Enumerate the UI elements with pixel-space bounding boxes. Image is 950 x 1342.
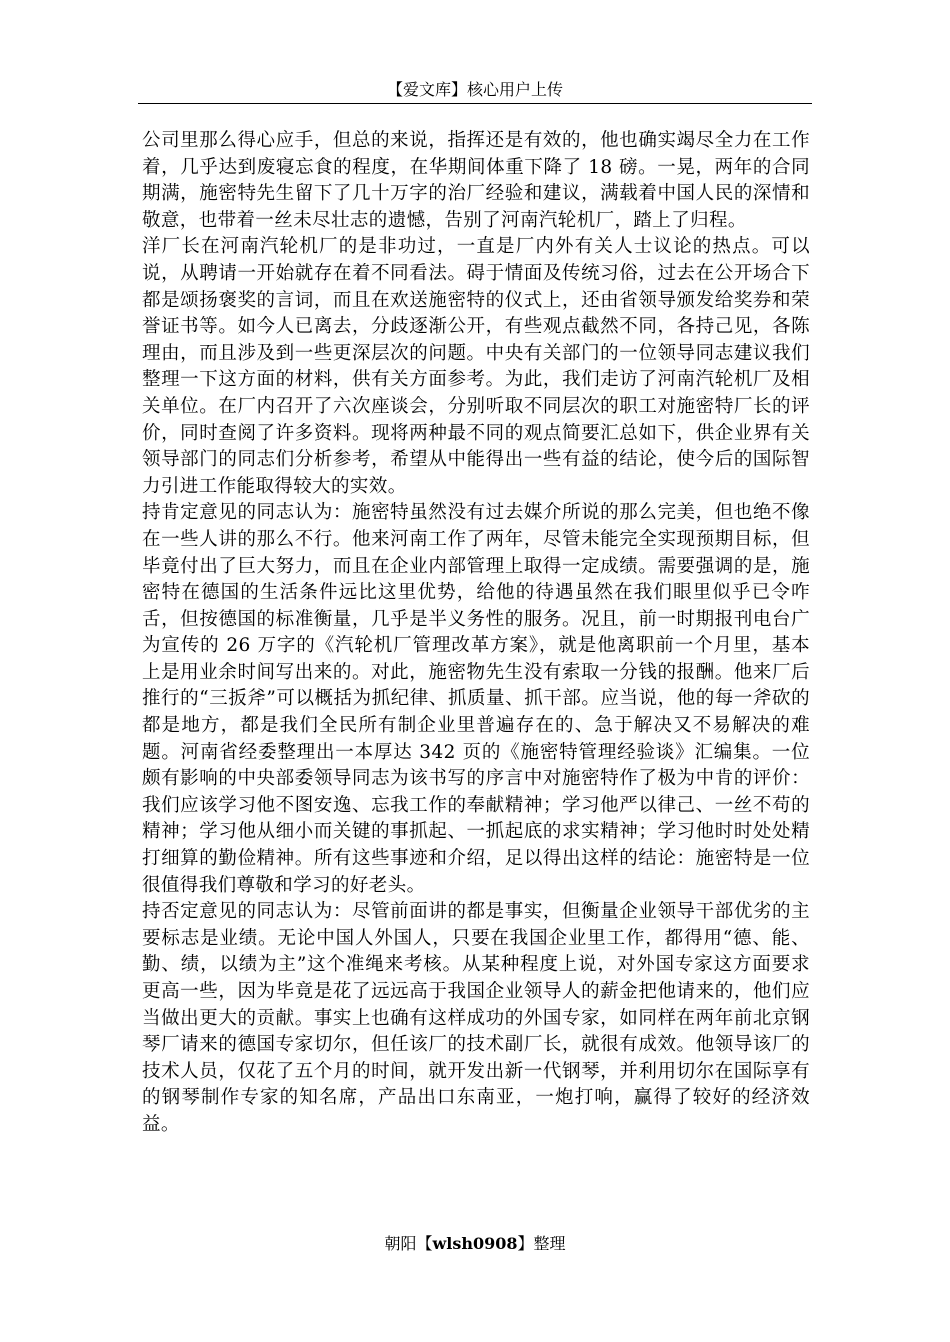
- paragraph-1: 公司里那么得心应手，但总的来说，指挥还是有效的，他也确实竭尽全力在工作着，几乎达到废寝忘食的程度，在华期间体重下降了 18 磅。一晃，两年的合同期满，施密特先生留下了几十万字的治厂经验和建议，满载着中国人民的深情和敬意，也带着一丝未尽壮志的遗憾，告别了河南汽轮机厂，踏上了归程。: [142, 130, 810, 231]
- page-header: 【爱文库】核心用户上传: [386, 80, 563, 99]
- body-text: [142, 128, 810, 1139]
- page-footer: [138, 1232, 812, 1256]
- footer-handle: wlsh0908: [432, 1234, 518, 1253]
- paragraph-3: 持肯定意见的同志认为：施密特虽然没有过去媒介所说的那么完美，但也绝不像在一些人讲的那么不行。他来河南工作了两年，尽管未能完全实现预期目标，但毕竟付出了巨大努力，而且在企业内部管理上取得一定成绩。需要强调的是，施密特在德国的生活条件远比这里优势，给他的待遇虽然在我们眼里似乎已令咋舌，但按德国的标准衡量，几乎是半义务性的服务。况且，前一时期报刊电台广为宣传的 26 万字的《汽轮机厂管理改革方案》，就是他离职前一个月里，基本上是用业余时间写出来的。对此，施密物先生没有索取一分钱的报酬。他来厂后推行的“三扳斧”可以概括为抓纪律、抓质量、抓干部。应当说，他的每一斧砍的都是地方，都是我们全民所有制企业里普遍存在的、急于解决又不易解决的难题。河南省经委整理出一本厚达 342 页的《施密特管理经验谈》汇编集。一位颇有影响的中央部委领导同志为该书写的序言中对施密特作了极为中肯的评价：我们应该学习他不图安逸、忘我工作的奉献精神；学习他严以律己、一丝不苟的精神；学习他从细小而关键的事抓起、一抓起底的求实精神；学习他时时处处精打细算的勤俭精神。所有这些事迹和介绍，足以得出这样的结论：施密特是一位很值得我们尊敬和学习的好老头。: [142, 502, 810, 896]
- paragraph-4: 持否定意见的同志认为：尽管前面讲的都是事实，但衡量企业领导干部优劣的主要标志是业绩。无论中国人外国人，只要在我国企业里工作，都得用“德、能、勤、绩，以绩为主”这个准绳来考核。从某种程度上说，对外国专家这方面要求更高一些，因为毕竟是花了远远高于我国企业领导人的薪金把他请来的，他们应当做出更大的贡献。事实上也确有这样成功的外国专家，如同样在两年前北京钢琴厂请来的德国专家切尔，但任该厂的技术副厂长，就很有成效。他领导该厂的技术人员，仅花了五个月的时间，就开发出新一代钢琴，并利用切尔在国际享有的钢琴制作专家的知名席，产品出口东南亚，一炮打响，赢得了较好的经济效益。: [142, 901, 810, 1135]
- header-divider: [138, 103, 812, 104]
- footer-suffix: 】整理: [517, 1234, 566, 1253]
- paragraph-2: 洋厂长在河南汽轮机厂的是非功过，一直是厂内外有关人士议论的热点。可以说，从聘请一开始就存在着不同看法。碍于情面及传统习俗，过去在公开场合下都是颂扬褒奖的言词，而且在欢送施密特的仪式上，还由省领导颁发给奖券和荣誉证书等。如今人已离去，分歧逐渐公开，有些观点截然不同，各持己见，各陈理由，而且涉及到一些更深层次的问题。中央有关部门的一位领导同志建议我们整理一下这方面的材料，供有关方面参考。为此，我们走访了河南汽轮机厂及相关单位。在厂内召开了六次座谈会，分别听取不同层次的职工对施密特厂长的评价，同时查阅了许多资料。现将两种最不同的观点简要汇总如下，供企业界有关领导部门的同志们分析参考，希望从中能得出一些有益的结论，使今后的国际智力引进工作能取得较大的实效。: [142, 236, 810, 497]
- footer-prefix: 朝阳【: [384, 1234, 433, 1253]
